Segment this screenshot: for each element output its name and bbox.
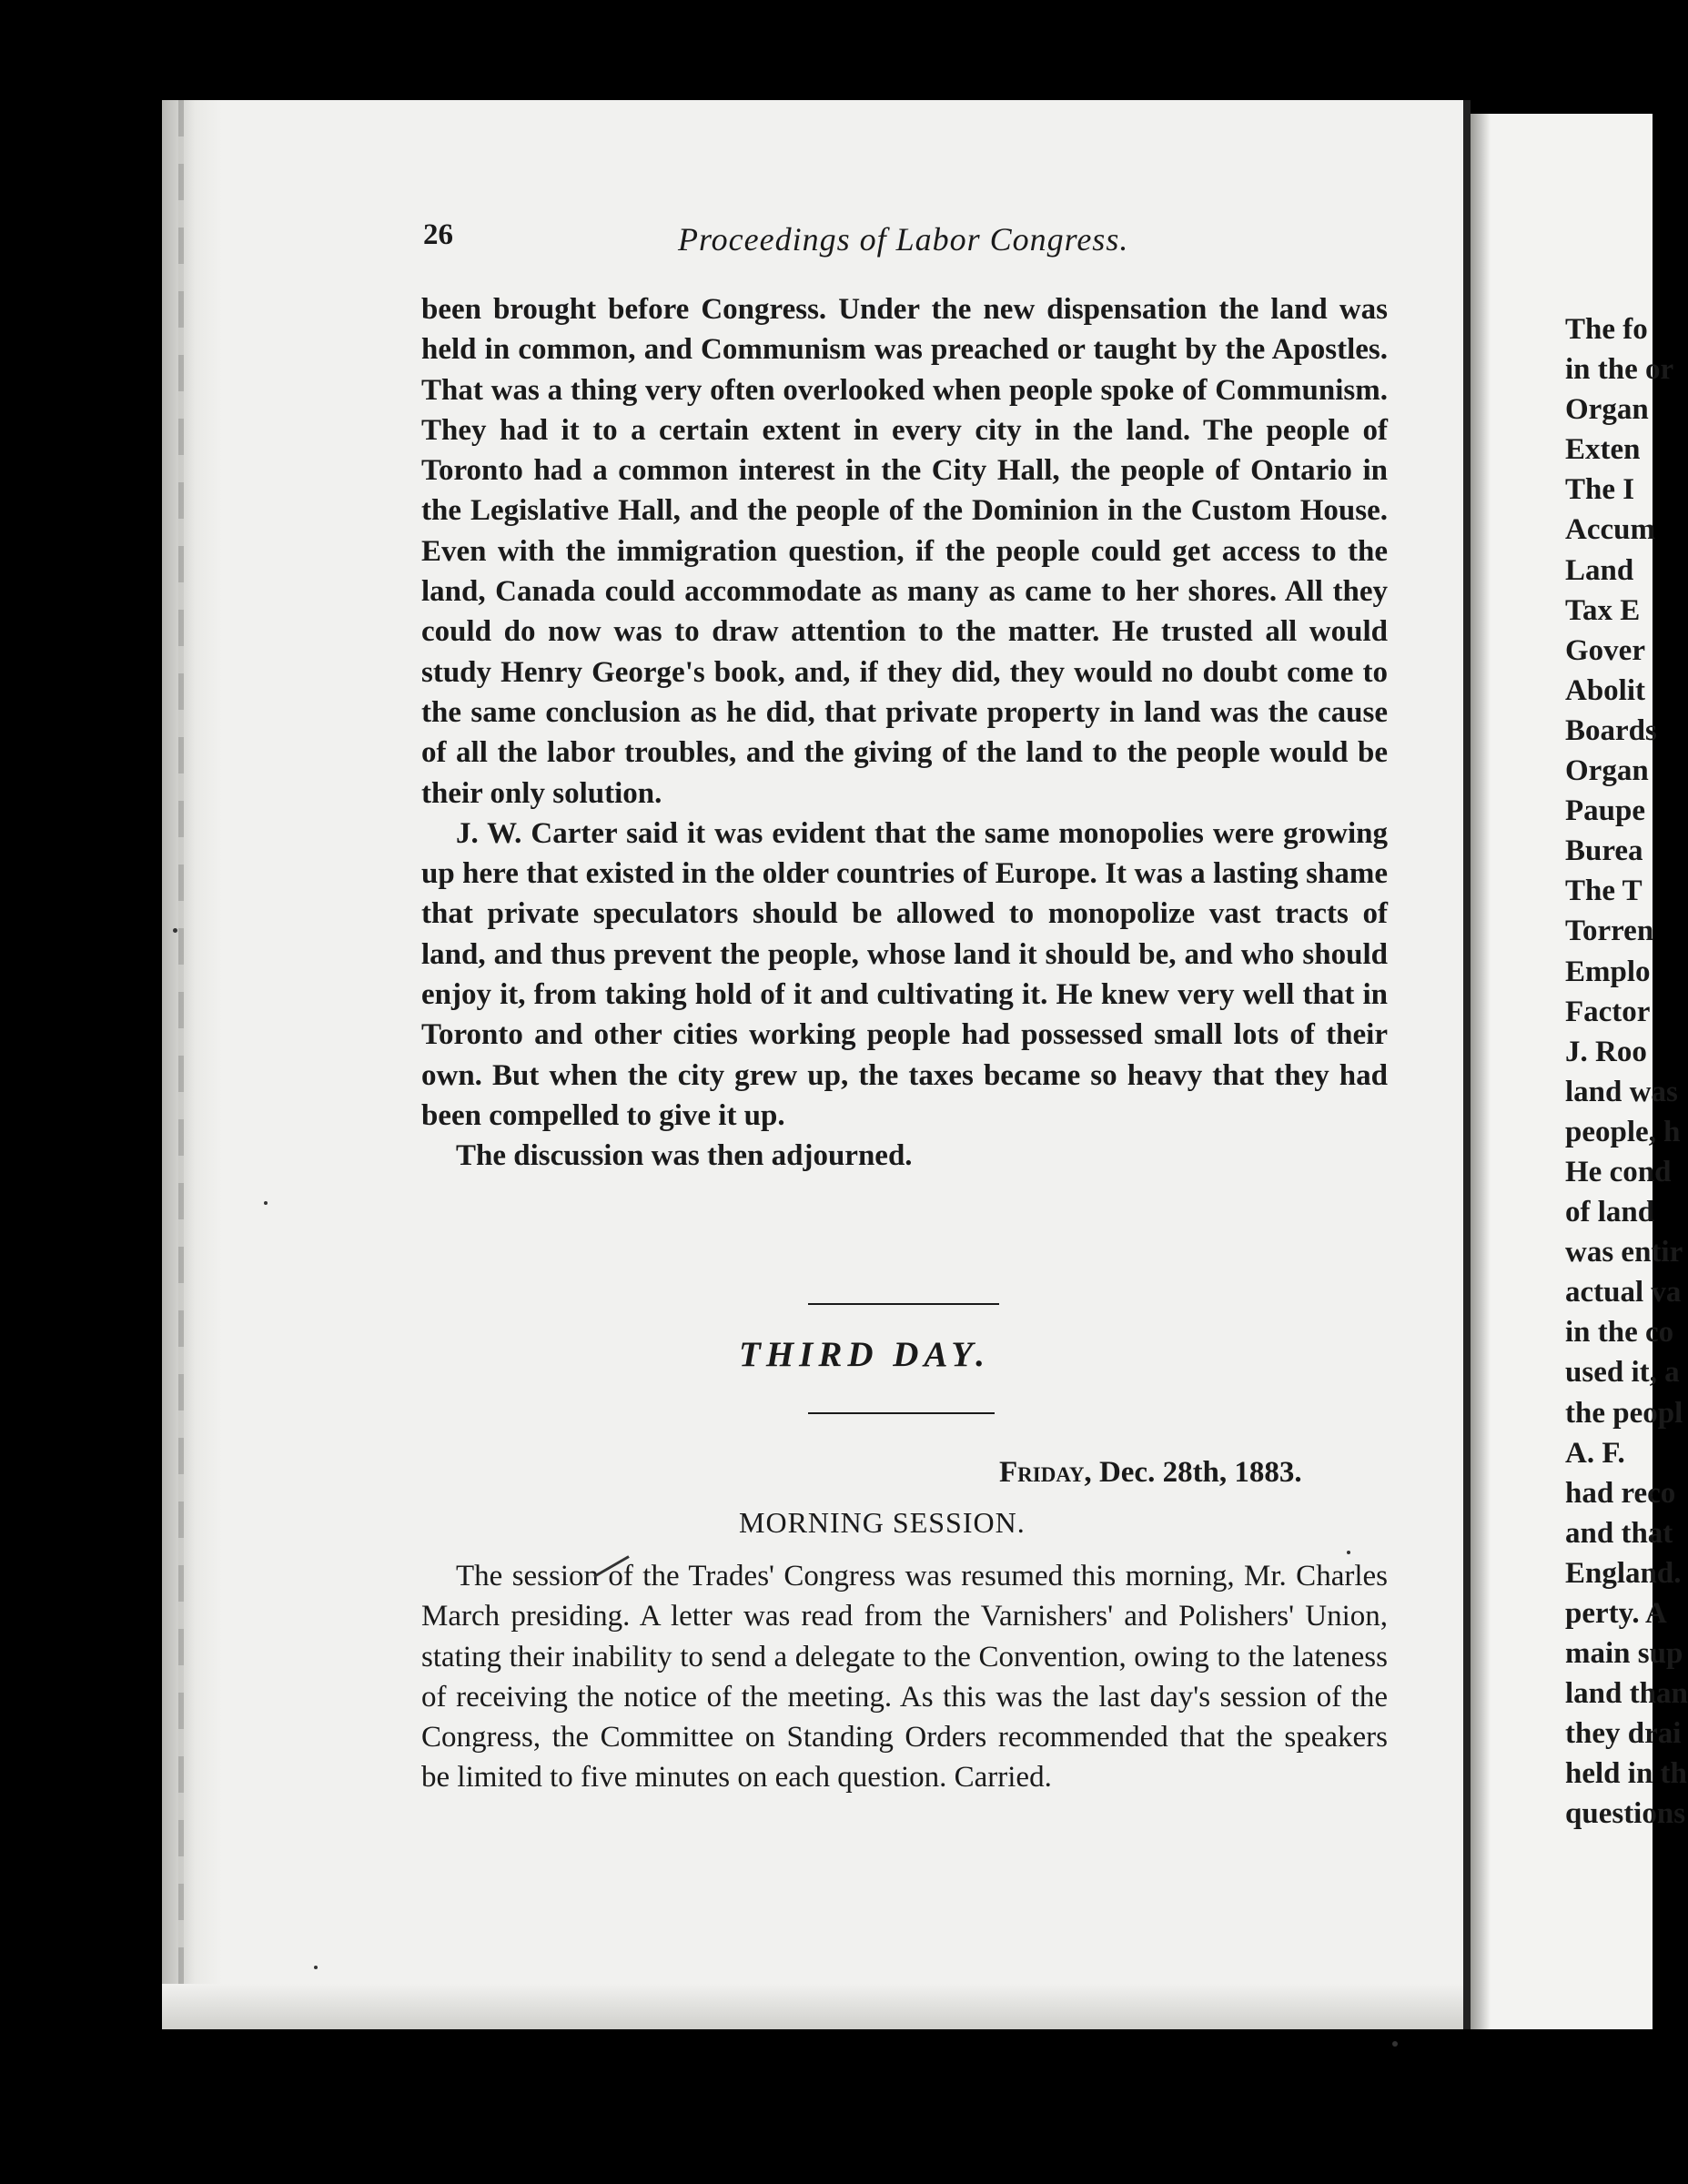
page-stack-edge (162, 100, 222, 2029)
right-page-line: J. Roo (1565, 1035, 1647, 1068)
right-page-line: Gover (1565, 633, 1645, 667)
right-page-line: of land (1565, 1196, 1655, 1229)
right-page-line: England. (1565, 1556, 1682, 1590)
right-page-line: held in th (1565, 1757, 1687, 1791)
paragraph: The discussion was then adjourned. (456, 1139, 913, 1173)
right-page-line: they drai (1565, 1717, 1682, 1751)
right-page-line: Abolit (1565, 673, 1646, 707)
right-page-line: Factor (1565, 995, 1651, 1028)
session-date (999, 1456, 1302, 1490)
speck (264, 1201, 268, 1205)
section-title: THIRD DAY. (739, 1335, 990, 1374)
right-page-line: Accum (1565, 513, 1655, 547)
speck (1347, 1551, 1350, 1554)
body-text (421, 289, 1388, 1177)
book-gutter (1463, 100, 1471, 2029)
right-page-line: used it, a (1565, 1356, 1680, 1390)
right-page-line: Paupe (1565, 794, 1646, 828)
section-rule-bottom (808, 1412, 995, 1414)
right-page-line: The fo (1565, 313, 1648, 346)
session-heading: MORNING SESSION. (739, 1506, 1026, 1539)
right-page-line: The T (1565, 875, 1643, 908)
right-page-line: He cond (1565, 1155, 1672, 1188)
right-page-line: land was (1565, 1075, 1678, 1108)
paragraph: The session of the Trades' Congress was resumed this morning, Mr. Charles March presiding. A letter was read from the Varnishers' and Polishers' Union, stating their inability to send a delegate to the Convention, owing to the lateness of receiving the notice of the meeting. As this was the last day's session of the Congress, the Committee on Standing Orders recommended that the speakers be limited to five minutes on each question. Carried. (421, 1560, 1388, 1795)
right-page-line: main sup (1565, 1637, 1683, 1671)
right-page-line: The I (1565, 473, 1635, 507)
speck (1392, 2041, 1398, 2047)
section-rule-top (808, 1303, 999, 1305)
right-page-line: perty. A (1565, 1597, 1667, 1630)
right-page-line: A. F. (1565, 1436, 1625, 1470)
right-page-line: land than (1565, 1677, 1688, 1711)
right-page-line: Burea (1565, 834, 1643, 868)
speck (173, 928, 177, 933)
speck (314, 1966, 318, 1969)
right-page-line: questions (1565, 1797, 1686, 1831)
session-body (421, 1556, 1388, 1798)
running-title: Proceedings of Labor Congress. (678, 221, 1129, 258)
right-page-line: Emplo (1565, 955, 1651, 988)
page-header (423, 218, 1388, 264)
right-page-line: Land (1565, 553, 1634, 587)
right-page-line: Tax E (1565, 593, 1641, 627)
right-page-text (1565, 309, 1688, 1835)
date-day: Friday, (999, 1456, 1092, 1489)
right-page-line: Boards (1565, 713, 1657, 747)
right-page-line: Exten (1565, 433, 1641, 467)
right-page-line: and that (1565, 1516, 1673, 1550)
gutter-shadow (1471, 114, 1491, 2029)
right-page-line: Torren (1565, 915, 1654, 948)
page-bottom-edge (162, 1984, 1463, 2029)
right-page-line: was entir (1565, 1236, 1683, 1269)
paragraph: J. W. Carter said it was evident that the same monopolies were growing up here that existed in the older countries of Europe. It was a lasting shame that private speculators should be allowed to monopolize vast tracts of land, and thus prevent the people, whose land it should be, and who should enjoy it, from taking hold of it and cultivating it. He knew very well that in Toronto and other cities working people had possessed small lots of their own. But when the city grew up, the taxes became so heavy that they had been compelled to give it up. (421, 816, 1388, 1132)
right-page-line: Organ (1565, 754, 1649, 788)
right-page-line: Organ (1565, 393, 1649, 427)
right-page-line: had reco (1565, 1476, 1676, 1510)
right-page-line: in the co (1565, 1316, 1674, 1350)
date-rest: Dec. 28th, 1883. (1091, 1456, 1302, 1489)
right-page-line: people, h (1565, 1115, 1681, 1148)
paragraph: been brought before Congress. Under the new dispensation the land was held in common, and Communism was preached or taught by the Apostles. That was a thing very often overlooked when people spoke of Communism. They had it to a certain extent in every city in the land. The people of Toronto had a common interest in the City Hall, the people of Ontario in the Legislative Hall, and the people of the Dominion in the Custom House. Even with the immigration question, if the people could get access to the land, Canada could accommodate as many as came to her shores. All they could do now was to draw attention to the matter. He trusted all would study Henry George's book, and, if they did, they would no doubt come to the same conclusion as he did, that private property in land was the cause of all the labor troubles, and the giving of the land to the people would be their only solution. (421, 293, 1388, 810)
right-page-line: the peopl (1565, 1396, 1683, 1430)
right-page-line: in the or (1565, 353, 1674, 387)
right-page-line: actual va (1565, 1276, 1682, 1309)
page-number: 26 (423, 218, 453, 251)
